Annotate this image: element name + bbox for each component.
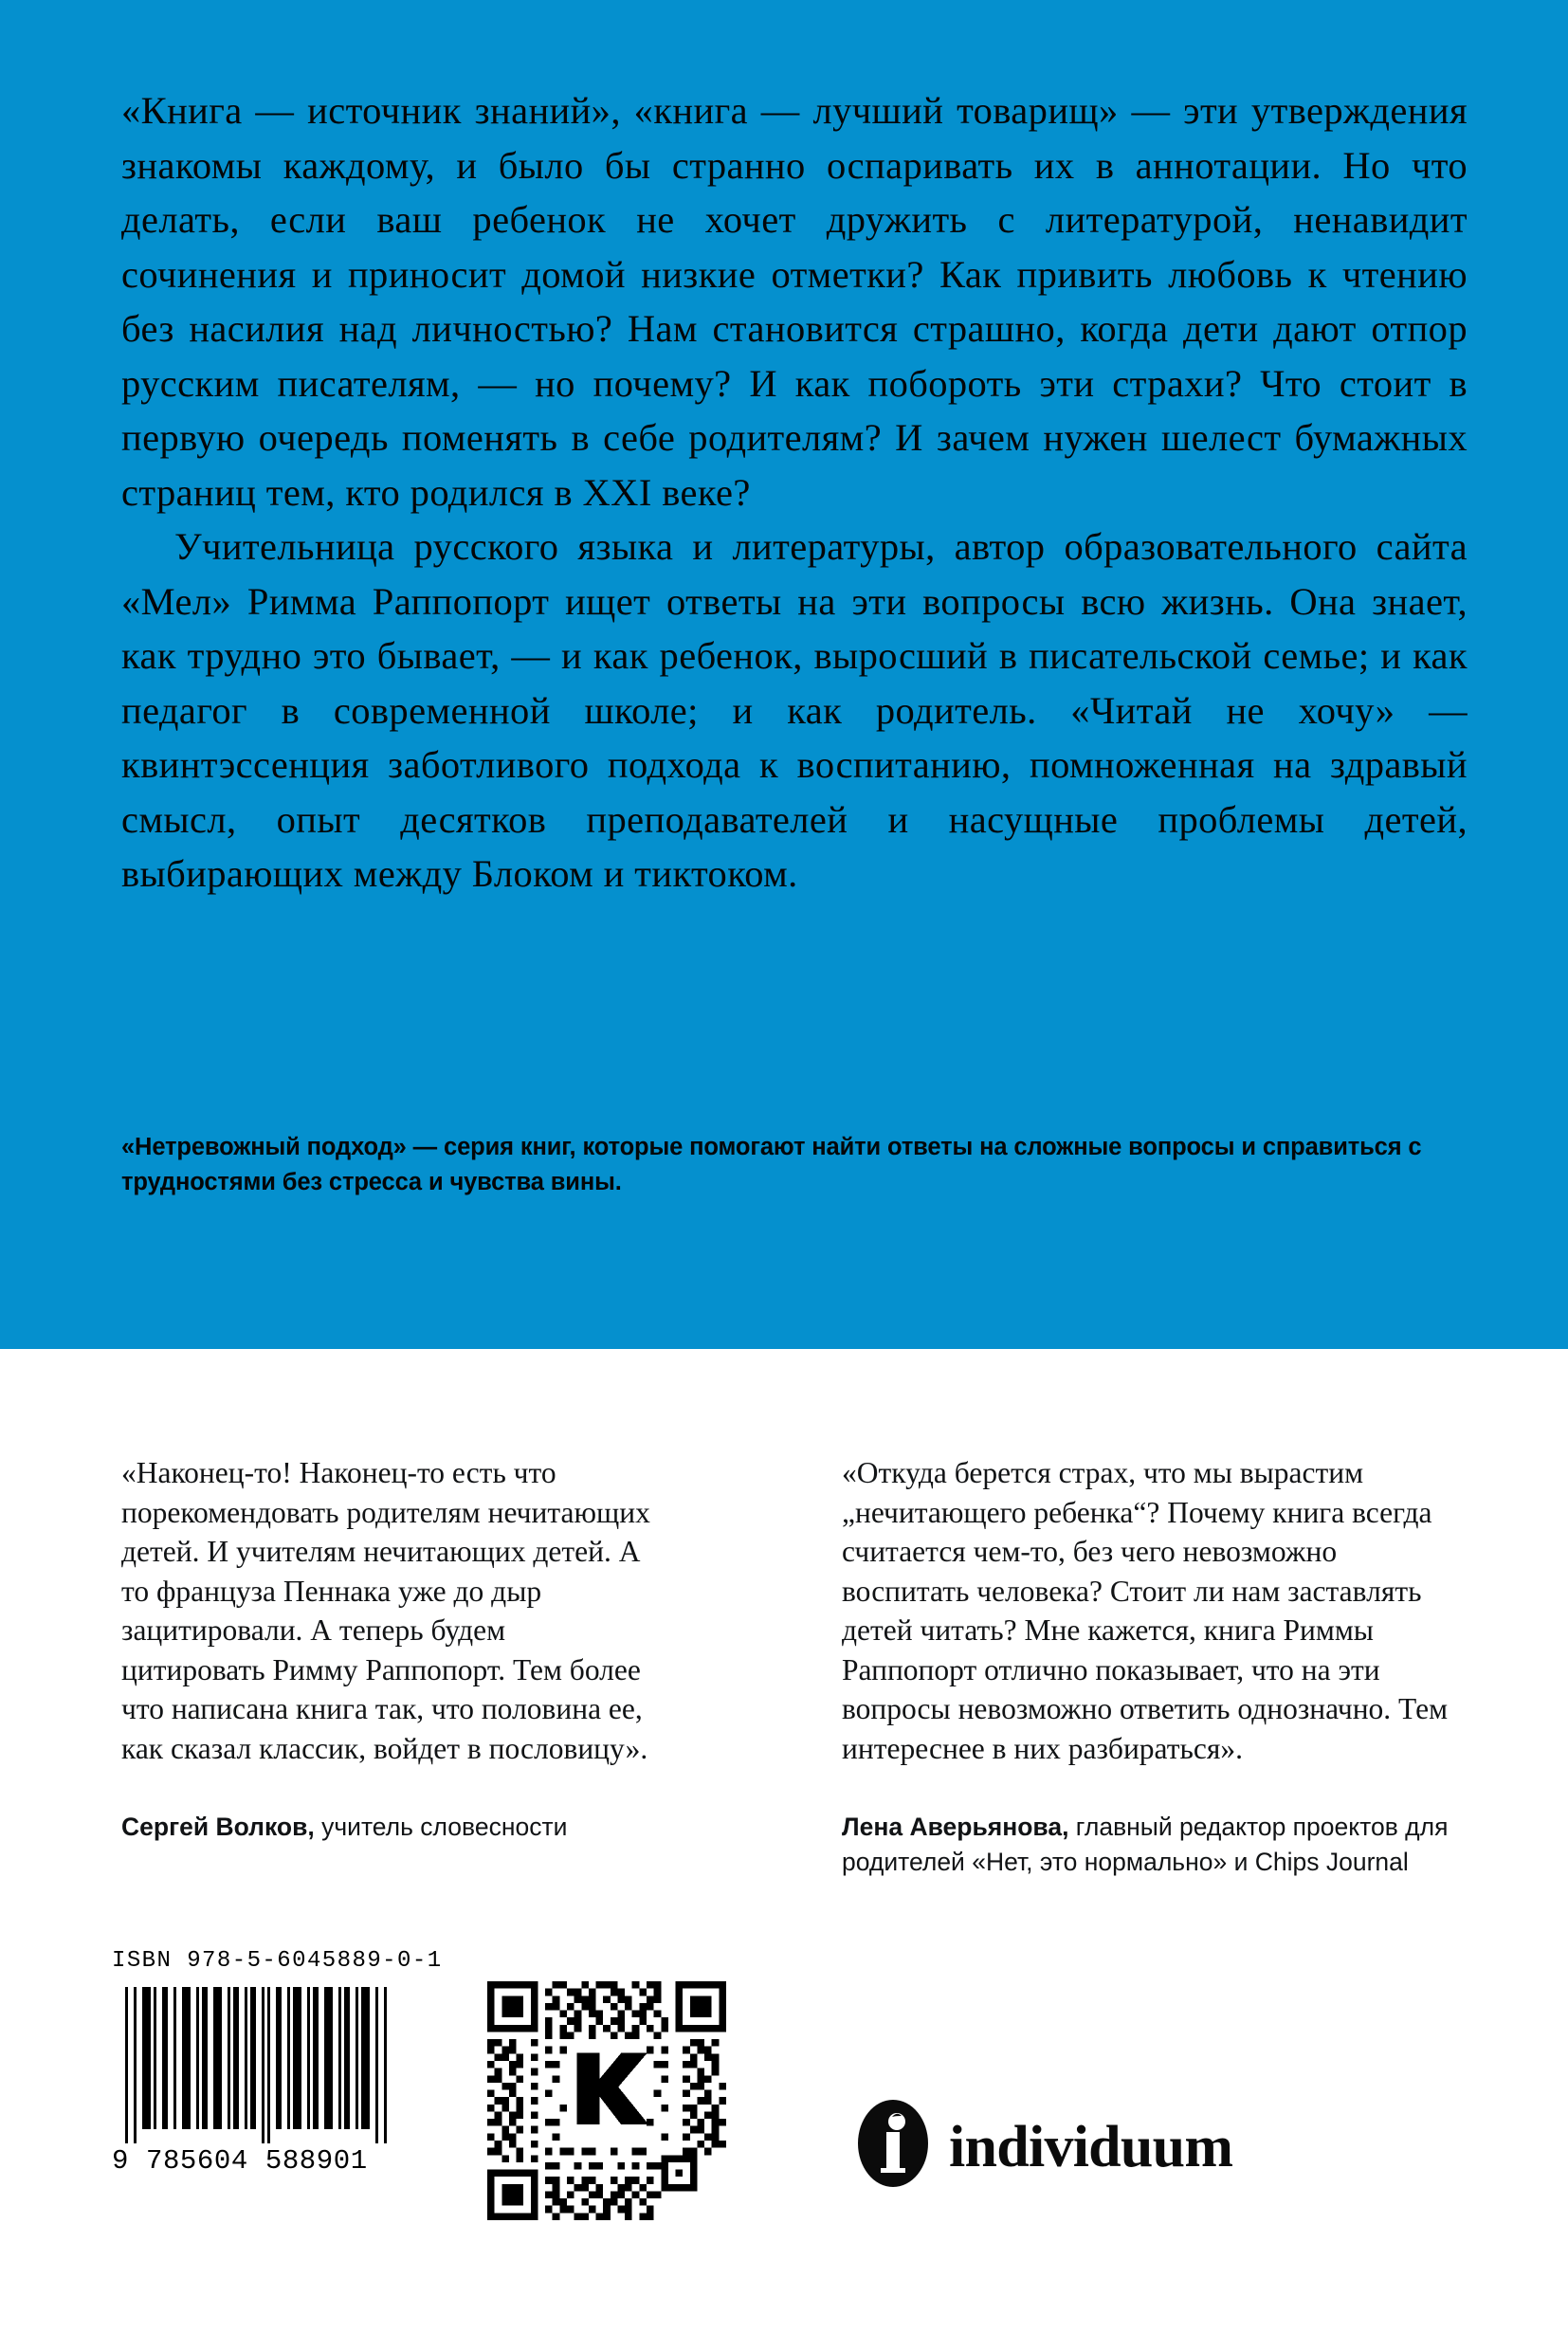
annotation-text-block [121,83,1468,902]
qr-code[interactable] [487,1981,726,2220]
reviews-section [0,1349,1568,2013]
barcode-svg [112,1987,392,2143]
publisher-name: individuum [949,2115,1233,2179]
review-left-quote: «Наконец-то! Наконец-то есть что порекомендовать родителям нечитающих детей. И учителям нечитающих детей. А то француза Пеннака уже до дыр зацитировали. А теперь будем цитировать Римму Раппопорт. Тем более что написана книга так, что половина ее, как сказал классик, войдет в пословицу». [121,1456,650,1765]
review-left-attribution [121,1810,652,1845]
review-left [121,1453,652,1869]
review-right-author: Лена Аверьянова, [842,1813,1069,1841]
annotation-paragraph-2: Учительница русского языка и литературы, автор образовательного сайта «Мел» Римма Раппопорт ищет ответы на эти вопросы всю жизнь. Она знает, как трудно это бывает, — и как ребенок, выросший в писательской семье; и как педагог в современной школе; и как родитель. «Читай не хочу» — квинтэссенция заботливого подхода к воспитанию, помноженная на здравый смысл, опыт десятков преподавателей и насущные проблемы детей, выбирающих между Блоком и тиктоком. [121,525,1468,895]
review-right-role: главный редактор проектов для родителей «Нет, это нормально» и Chips Journal [842,1813,1449,1876]
qr-code-svg [487,1981,726,2220]
barcode-digits: 9 785604 588901 [112,2145,368,2177]
review-left-author: Сергей Волков, [121,1813,315,1841]
series-note: «Нетревожный подход» — серия книг, которые помогают найти ответы на сложные вопросы и справиться с трудностями без стресса и чувства вины. [121,1134,1422,1195]
review-right [842,1453,1468,1904]
isbn-text: ISBN 978-5-6045889-0-1 [112,1948,443,1974]
review-right-quote: «Откуда берется страх, что мы вырастим „нечитающего ребенка“? Почему книга всегда считается чем-то, без чего невозможно воспитать человека? Стоит ли нам заставлять детей читать? Мне кажется, книга Риммы Раппопорт отлично показывает, что на эти вопросы невозможно ответить однозначно. Тем интереснее в них разбираться». [842,1456,1449,1765]
review-right-attribution [842,1810,1468,1879]
individuum-mark-icon [858,2100,928,2187]
individuum-mark-svg [858,2100,928,2187]
barcode-image [112,1987,392,2177]
isbn-barcode-block [112,1948,443,2177]
annotation-paragraph-1: «Книга — источник знаний», «книга — лучший товарищ» — эти утверждения знакомы каждому, и было бы странно оспаривать их в аннотации. Но что делать, если ваш ребенок не хочет дружить с литературой, ненавидит сочинения и приносит домой низкие отметки? Как привить любовь к чтению без насилия над личностью? Нам становится страшно, когда дети дают отпор русским писателям, — но почему? И как побороть эти страхи? Что стоит в первую очередь поменять в себе родителям? И зачем нужен шелест бумажных страниц тем, кто родился в XXI веке? [121,89,1468,514]
publisher-logo [858,2100,1232,2187]
review-left-role: учитель словесности [314,1813,568,1841]
